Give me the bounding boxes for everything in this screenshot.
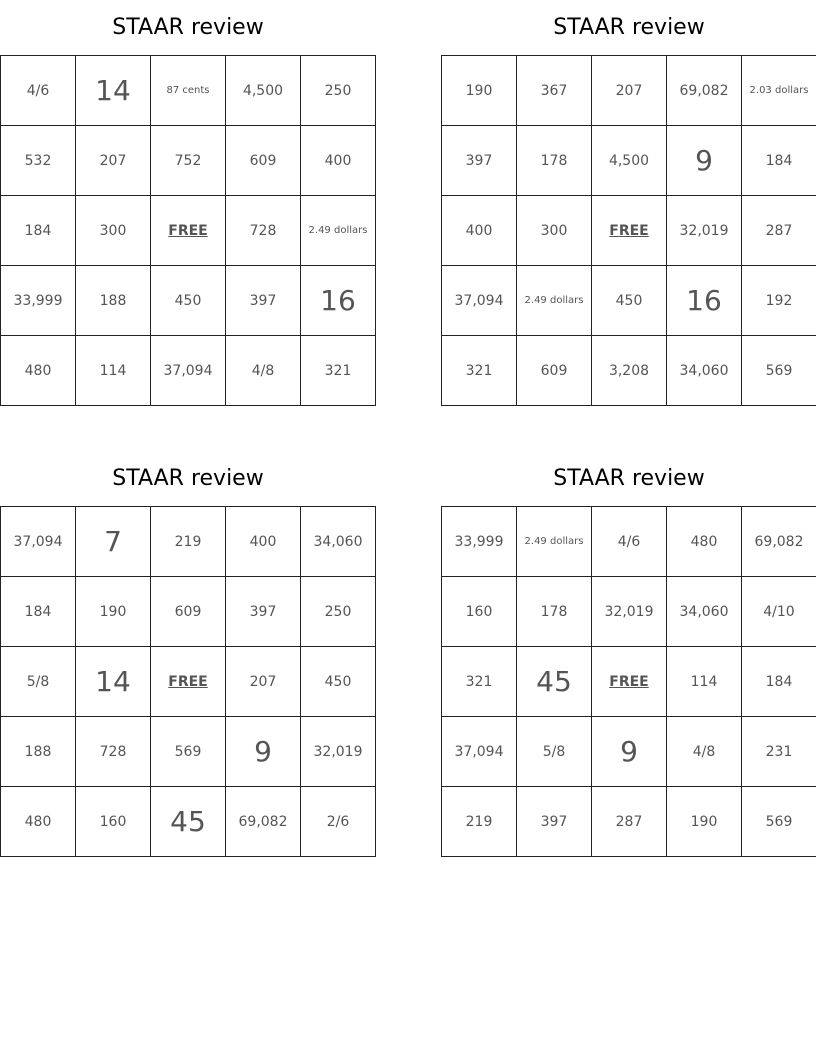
bingo-cell: 207	[592, 56, 667, 126]
free-space: FREE	[151, 647, 226, 717]
bingo-cell: 287	[592, 787, 667, 857]
bingo-card-4	[441, 451, 816, 857]
bingo-cell: 114	[76, 336, 151, 406]
bingo-cell: 184	[742, 647, 816, 717]
bingo-cell: 4/8	[667, 717, 742, 787]
bingo-cell: 207	[226, 647, 301, 717]
bingo-cell: 609	[226, 126, 301, 196]
bingo-cell: 69,082	[226, 787, 301, 857]
bingo-cell: 2.49 dollars	[301, 196, 376, 266]
bingo-cell: 397	[517, 787, 592, 857]
card-title: STAAR review	[553, 466, 705, 491]
bingo-cell: 14	[76, 647, 151, 717]
bingo-card-3	[0, 451, 376, 857]
bingo-cell: 321	[442, 336, 517, 406]
bingo-cell: 480	[1, 787, 76, 857]
bingo-cell: 2.03 dollars	[742, 56, 816, 126]
bingo-cell: 4,500	[592, 126, 667, 196]
bingo-cell: 4,500	[226, 56, 301, 126]
bingo-cell: 37,094	[1, 507, 76, 577]
bingo-cell: 37,094	[151, 336, 226, 406]
bingo-cell: 321	[301, 336, 376, 406]
bingo-cell: 532	[1, 126, 76, 196]
bingo-cell: 45	[151, 787, 226, 857]
bingo-grid	[0, 55, 376, 406]
bingo-cell: 321	[442, 647, 517, 717]
bingo-cell: 37,094	[442, 266, 517, 336]
bingo-cell: 14	[76, 56, 151, 126]
bingo-cell: 160	[442, 577, 517, 647]
bingo-cell: 569	[742, 787, 816, 857]
bingo-cell: 207	[76, 126, 151, 196]
bingo-cell: 192	[742, 266, 816, 336]
bingo-cell: 32,019	[667, 196, 742, 266]
bingo-cell: 9	[226, 717, 301, 787]
bingo-cell: 33,999	[442, 507, 517, 577]
bingo-cell: 4/8	[226, 336, 301, 406]
bingo-cell: 397	[226, 266, 301, 336]
bingo-cell: 32,019	[592, 577, 667, 647]
bingo-cell: 178	[517, 577, 592, 647]
bingo-cell: 34,060	[667, 336, 742, 406]
bingo-cell: 9	[667, 126, 742, 196]
bingo-cell: 9	[592, 717, 667, 787]
bingo-grid	[0, 506, 376, 857]
free-space: FREE	[151, 196, 226, 266]
bingo-cell: 250	[301, 56, 376, 126]
bingo-grid	[441, 55, 816, 406]
bingo-cell: 2.49 dollars	[517, 266, 592, 336]
bingo-cell: 609	[517, 336, 592, 406]
bingo-cell: 367	[517, 56, 592, 126]
bingo-card-2	[441, 0, 816, 406]
bingo-cell: 4/10	[742, 577, 816, 647]
bingo-cell: 188	[1, 717, 76, 787]
bingo-cell: 5/8	[1, 647, 76, 717]
bingo-cell: 752	[151, 126, 226, 196]
bingo-cell: 609	[151, 577, 226, 647]
bingo-cell: 4/6	[592, 507, 667, 577]
bingo-cell: 287	[742, 196, 816, 266]
bingo-cell: 37,094	[442, 717, 517, 787]
bingo-cell: 87 cents	[151, 56, 226, 126]
bingo-cell: 7	[76, 507, 151, 577]
bingo-cell: 397	[442, 126, 517, 196]
bingo-cell: 190	[667, 787, 742, 857]
card-title: STAAR review	[553, 15, 705, 40]
card-title: STAAR review	[112, 15, 264, 40]
bingo-cell: 45	[517, 647, 592, 717]
bingo-cell: 16	[301, 266, 376, 336]
bingo-cell: 569	[151, 717, 226, 787]
bingo-cell: 34,060	[301, 507, 376, 577]
bingo-cell: 397	[226, 577, 301, 647]
bingo-cell: 114	[667, 647, 742, 717]
bingo-cell: 184	[1, 577, 76, 647]
bingo-cell: 190	[442, 56, 517, 126]
bingo-cell: 34,060	[667, 577, 742, 647]
bingo-cell: 231	[742, 717, 816, 787]
bingo-cell: 300	[76, 196, 151, 266]
bingo-cell: 400	[301, 126, 376, 196]
bingo-cell: 160	[76, 787, 151, 857]
bingo-cell: 300	[517, 196, 592, 266]
bingo-cell: 3,208	[592, 336, 667, 406]
bingo-grid	[441, 506, 816, 857]
bingo-cell: 188	[76, 266, 151, 336]
bingo-cell: 178	[517, 126, 592, 196]
bingo-cell: 190	[76, 577, 151, 647]
bingo-cell: 2/6	[301, 787, 376, 857]
bingo-cell: 16	[667, 266, 742, 336]
bingo-cell: 450	[592, 266, 667, 336]
bingo-cell: 4/6	[1, 56, 76, 126]
bingo-cell: 400	[226, 507, 301, 577]
bingo-card-1	[0, 0, 376, 406]
bingo-cell: 728	[76, 717, 151, 787]
bingo-cell: 69,082	[667, 56, 742, 126]
free-space: FREE	[592, 647, 667, 717]
bingo-cell: 184	[1, 196, 76, 266]
free-space: FREE	[592, 196, 667, 266]
bingo-cell: 69,082	[742, 507, 816, 577]
bingo-cell: 219	[442, 787, 517, 857]
bingo-cell: 400	[442, 196, 517, 266]
bingo-cell: 33,999	[1, 266, 76, 336]
bingo-cell: 480	[667, 507, 742, 577]
bingo-cell: 184	[742, 126, 816, 196]
bingo-cell: 728	[226, 196, 301, 266]
bingo-cell: 32,019	[301, 717, 376, 787]
bingo-cell: 2.49 dollars	[517, 507, 592, 577]
bingo-cell: 219	[151, 507, 226, 577]
bingo-cell: 250	[301, 577, 376, 647]
bingo-cell: 450	[301, 647, 376, 717]
card-title: STAAR review	[112, 466, 264, 491]
bingo-cell: 480	[1, 336, 76, 406]
bingo-cell: 569	[742, 336, 816, 406]
bingo-cell: 5/8	[517, 717, 592, 787]
bingo-cell: 450	[151, 266, 226, 336]
